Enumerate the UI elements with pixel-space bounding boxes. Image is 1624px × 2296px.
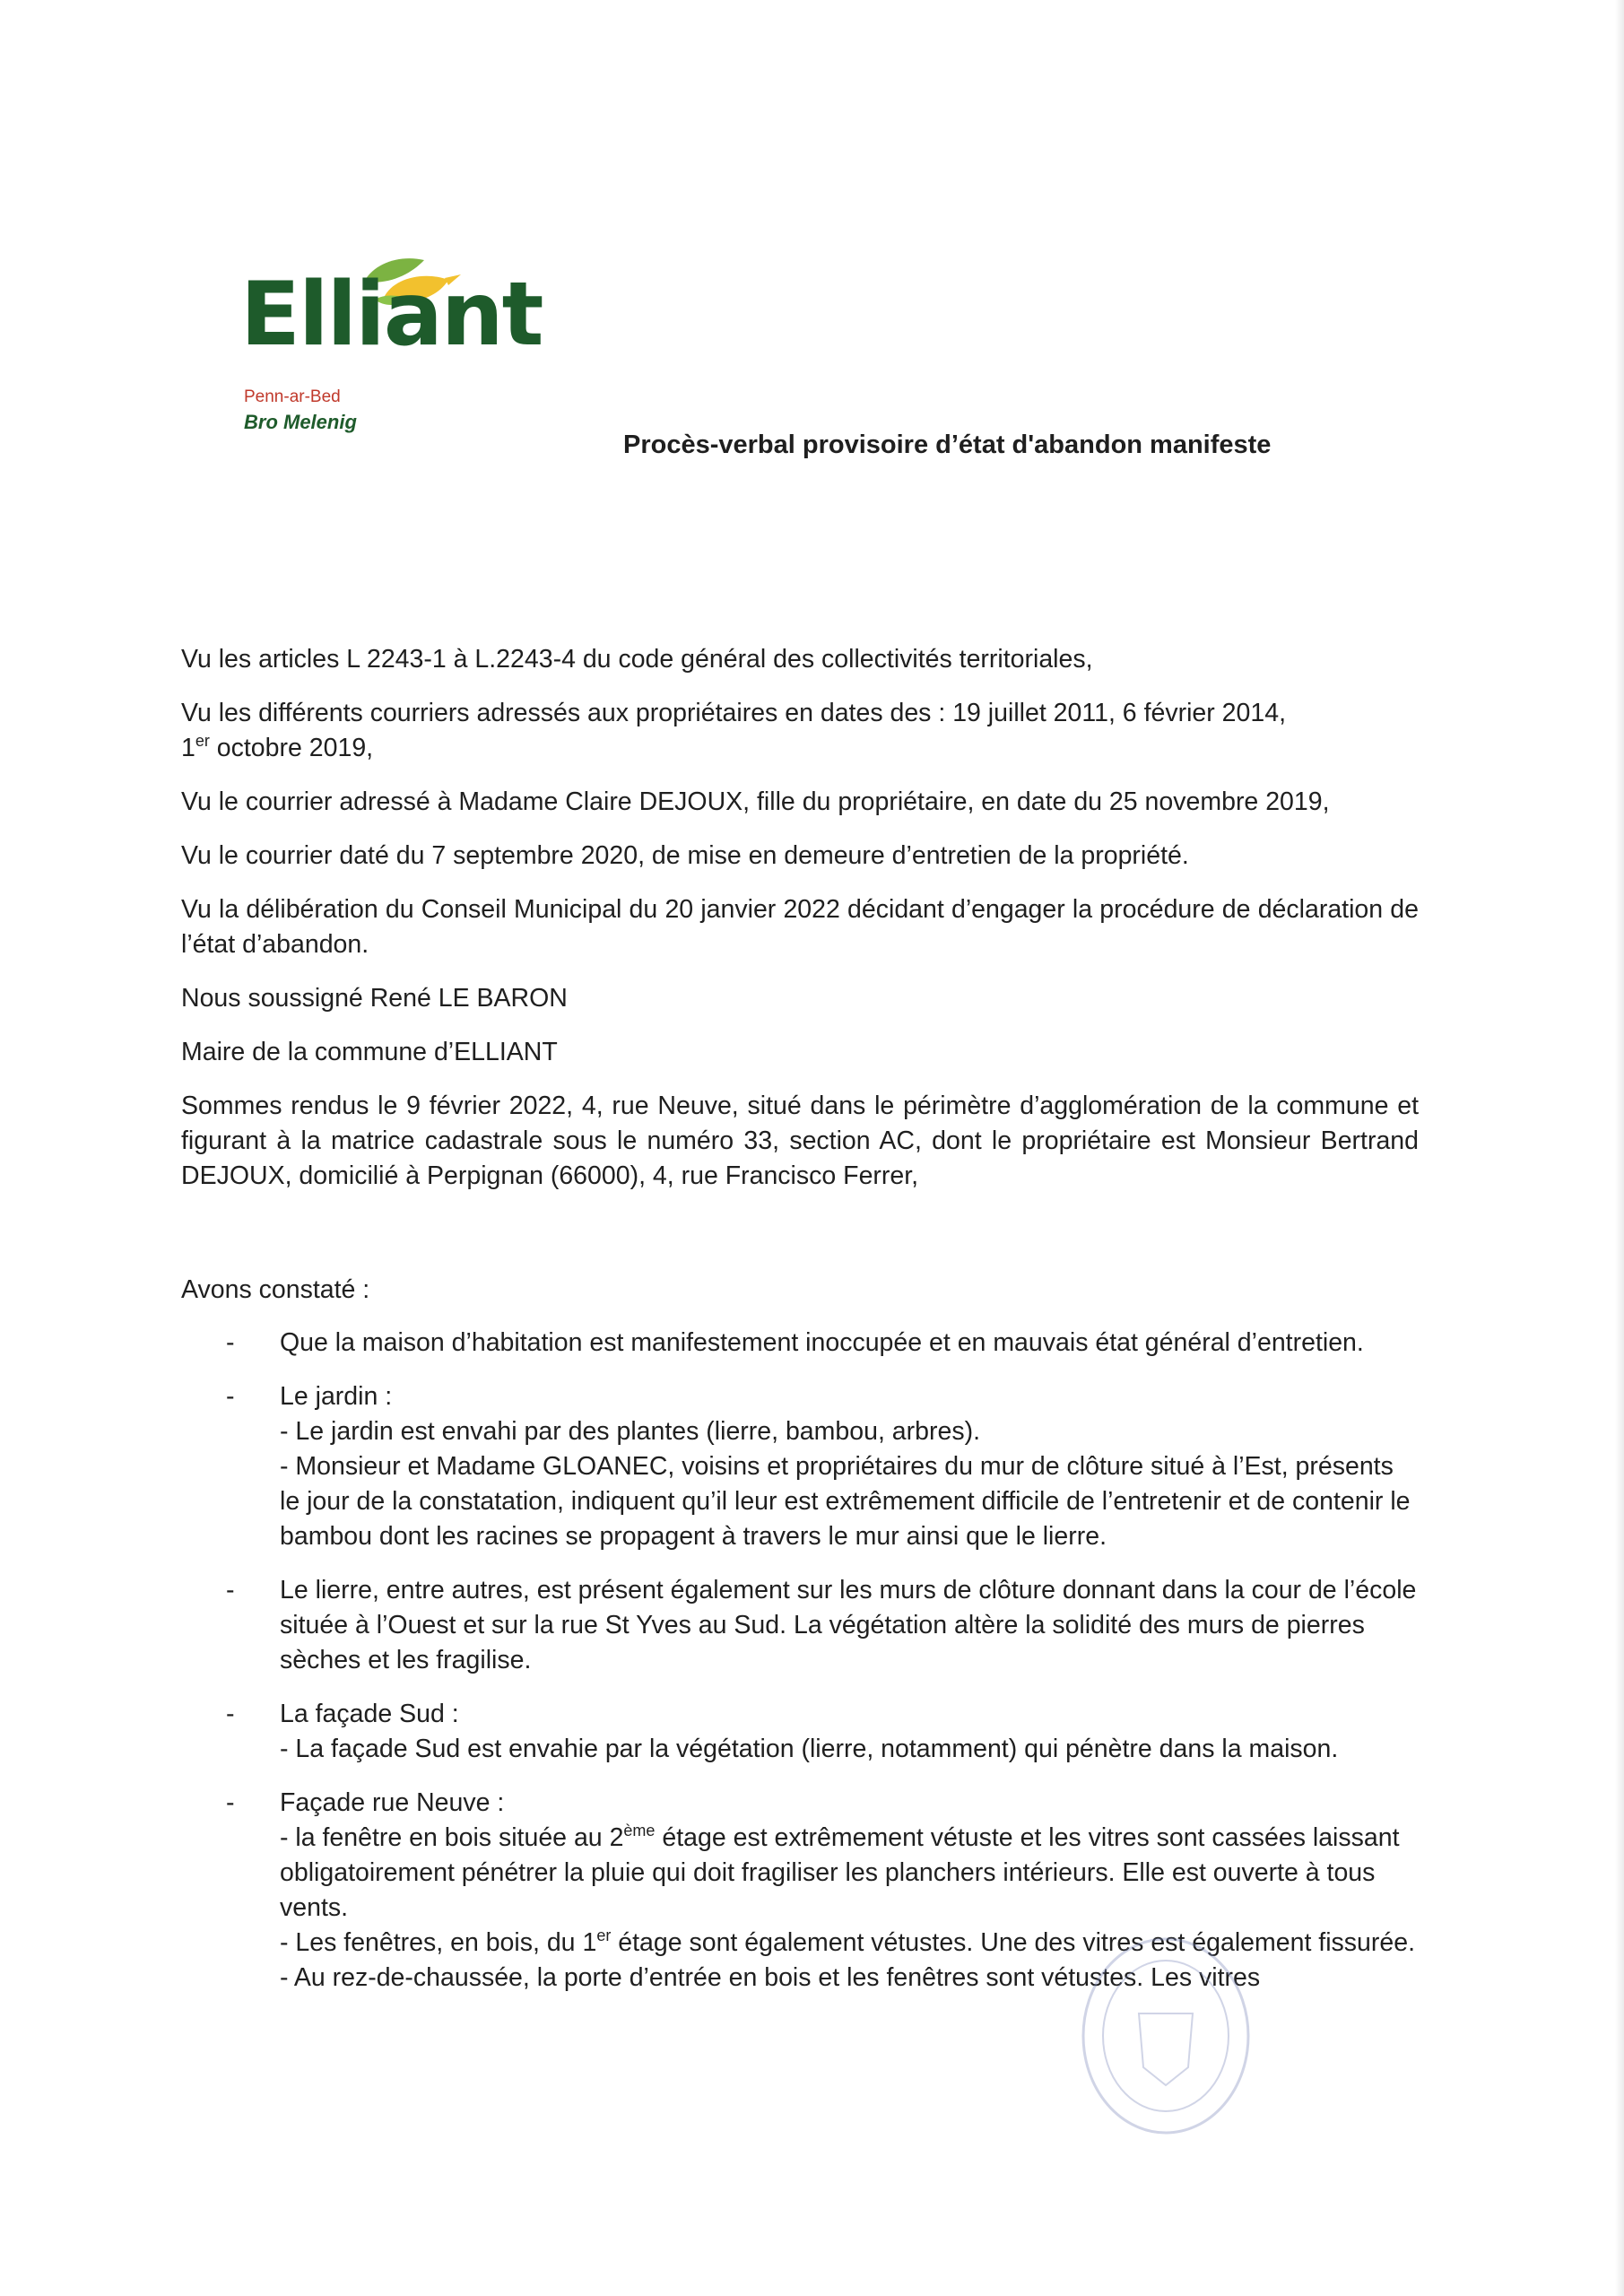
list-item-line <box>280 1821 1419 1926</box>
paragraph-courrier-claire: Vu le courrier adressé à Madame Claire DEJOUX, fille du propriétaire, en date du 25 novembre 2019, <box>181 787 1330 816</box>
list-dash: - <box>226 1382 235 1411</box>
paragraph-soussigne: Nous soussigné René LE BARON <box>181 984 568 1013</box>
list-item <box>181 1697 1419 1767</box>
paragraph-courriers-text: Vu les différents courriers adressés aux propriétaires en dates des : 19 juillet 2011, 6 février 2014, <box>181 699 1286 727</box>
paragraph-maire: Maire de la commune d’ELLIANT <box>181 1038 558 1066</box>
list-item-line: - Monsieur et Madame GLOANEC, voisins et propriétaires du mur de clôture situé à l’Est, présents le jour de la constatation, indiquent qu’il leur est extrêmement difficile de l’entretenir et de contenir le bambou dont les racines se propagent à travers le mur ainsi que le lierre. <box>280 1452 1411 1551</box>
elliant-logo <box>240 235 543 441</box>
paragraph-deliberation: Vu la délibération du Conseil Municipal du 20 janvier 2022 décidant d’engager la procédure de déclaration de l’état d’abandon. <box>181 895 1419 959</box>
list-item-text: Le lierre, entre autres, est présent également sur les murs de clôture donnant dans la cour de l’école située à l’Ouest et sur la rue St Yves au Sud. La végétation altère la solidité des murs de pierres sèches et les fragilise. <box>280 1576 1417 1674</box>
line-text: étage est extrêmement vétuste et les vitres sont cassées laissant obligatoirement pénétrer la pluie qui doit fragiliser les planchers intérieurs. Elle est ouverte à tous vents. <box>280 1823 1400 1922</box>
logo-subtitle-bro-melenig: Bro Melenig <box>244 411 357 433</box>
document-title: Procès-verbal provisoire d’état d'abandon manifeste <box>623 430 1272 459</box>
list-dash: - <box>226 1788 235 1817</box>
constat-list <box>181 1326 1419 1996</box>
municipal-stamp <box>1076 1933 1255 2139</box>
avons-constate-heading: Avons constaté : <box>181 1275 370 1304</box>
superscript-er: er <box>596 1926 612 1944</box>
line-text: - la fenêtre en bois située au 2 <box>280 1823 624 1852</box>
list-item-text: Que la maison d’habitation est manifestement inoccupée et en mauvais état général d’entretien. <box>280 1328 1364 1357</box>
line-text: - Les fenêtres, en bois, du 1 <box>280 1928 597 1957</box>
list-item-heading: Le jardin : <box>280 1382 393 1411</box>
logo-subtitle-penn-ar-bed: Penn-ar-Bed <box>244 387 341 406</box>
list-dash: - <box>226 1328 235 1357</box>
list-dash: - <box>226 1576 235 1605</box>
list-item-heading: La façade Sud : <box>280 1700 459 1728</box>
list-item <box>181 1379 1419 1554</box>
page-edge-shadow <box>1615 0 1624 2296</box>
paragraph-courriers-end: octobre 2019, <box>209 734 374 762</box>
paragraph-sommes-rendus: Sommes rendus le 9 février 2022, 4, rue Neuve, situé dans le périmètre d’agglomération de la commune et figurant à la matrice cadastrale sous le numéro 33, section AC, dont le propriétaire est Monsieur Bertrand DEJOUX, domicilié à Perpignan (66000), 4, rue Francisco Ferrer, <box>181 1091 1419 1190</box>
list-item-line: - La façade Sud est envahie par la végétation (lierre, notamment) qui pénètre dans la maison. <box>280 1735 1339 1763</box>
list-dash: - <box>226 1700 235 1728</box>
paragraph-articles: Vu les articles L 2243-1 à L.2243-4 du code général des collectivités territoriales, <box>181 645 1093 674</box>
paragraph-mise-en-demeure: Vu le courrier daté du 7 septembre 2020, de mise en demeure d’entretien de la propriété. <box>181 841 1189 870</box>
logo-wordmark: Elliant <box>240 264 543 366</box>
line-text: étage sont également vétustes. Une des vitres est également fissurée. <box>611 1928 1415 1957</box>
list-item <box>181 1326 1419 1361</box>
document-body <box>181 642 1419 2014</box>
paragraph-courriers <box>181 696 1419 766</box>
list-item-heading: Façade rue Neuve : <box>280 1788 505 1817</box>
superscript-er: er <box>195 732 210 750</box>
list-item <box>181 1573 1419 1678</box>
paragraph-courriers-day: 1 <box>181 734 195 762</box>
list-item-line: - Au rez-de-chaussée, la porte d’entrée en bois et les fenêtres sont vétustes. Les vitres <box>280 1963 1261 1992</box>
list-item-line: - Le jardin est envahi par des plantes (lierre, bambou, arbres). <box>280 1417 980 1446</box>
superscript-eme: ème <box>623 1822 656 1839</box>
